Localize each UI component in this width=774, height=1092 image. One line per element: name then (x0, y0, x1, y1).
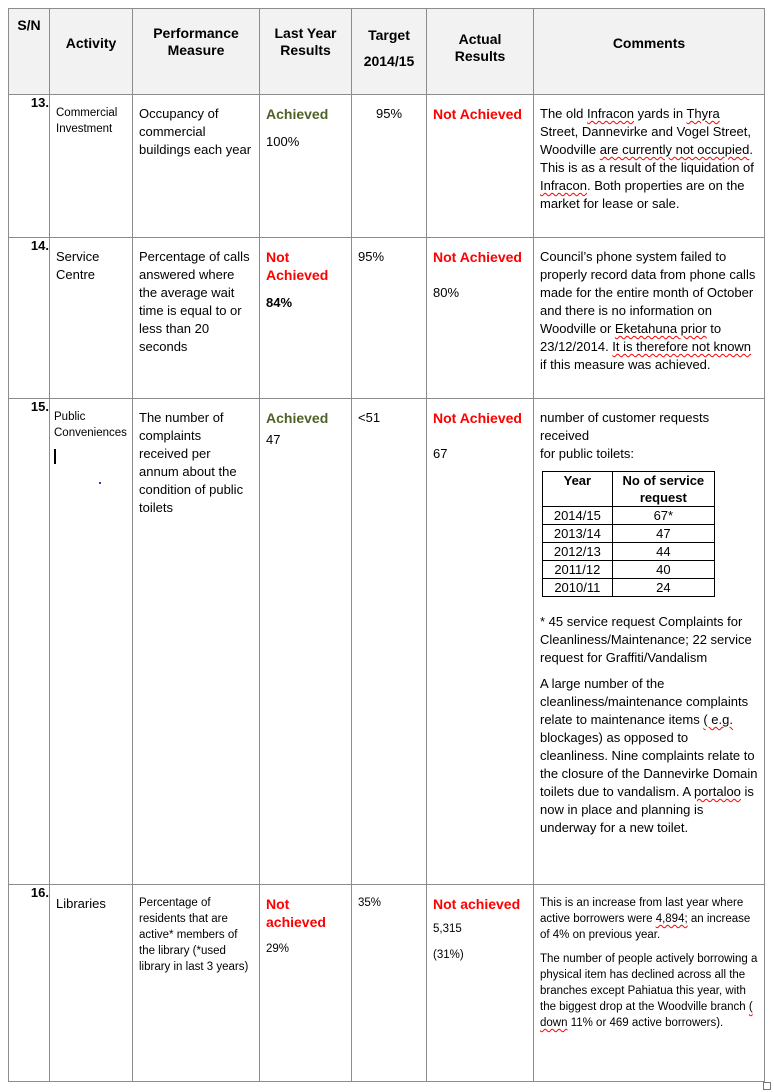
comment-part: Infracon (586, 106, 634, 121)
inner-row (543, 543, 715, 561)
comment-part: . Both properties are on the market for lease or sale. (540, 178, 745, 211)
last-year-cell (260, 885, 352, 1082)
header-comments (534, 9, 765, 95)
measure-text: The number of complaints received per annum about the condition of public toilets (139, 410, 244, 515)
comment-part: Eketahuna prior (614, 321, 707, 336)
last-year-value: 84% (266, 295, 293, 310)
header-row (9, 9, 765, 95)
inner-row (543, 579, 715, 597)
comments-cell (534, 95, 765, 238)
comment-part: portaloo (693, 784, 741, 799)
activity-cell (50, 238, 133, 399)
target-value: 95% (358, 249, 385, 264)
target-value: 35% (358, 897, 382, 909)
inner-row (543, 525, 715, 543)
comment-text (540, 675, 758, 837)
comments-cell (534, 399, 765, 885)
last-year-status: Not achieved (266, 896, 326, 930)
comment-part: ( e.g. (703, 712, 733, 727)
stray-dot (99, 482, 101, 484)
actual-status: Not achieved (433, 896, 521, 912)
target-value: 95% (375, 106, 403, 121)
actual-cell (427, 885, 534, 1082)
last-year-value: 100% (266, 134, 300, 149)
comment-part: Council’s phone system failed to properly record data from phone calls made for the entire month of October and there is no information on Woodville or (540, 249, 756, 336)
header-last-year (260, 9, 352, 95)
inner-row (543, 507, 715, 525)
inner-count: 40 (612, 561, 714, 579)
header-actual-label: Actual Results (454, 31, 506, 64)
comment-part: Thyra (686, 106, 720, 121)
table-row (9, 95, 765, 238)
inner-count: 44 (612, 543, 714, 561)
measure-cell (133, 95, 260, 238)
activity-cell (50, 95, 133, 238)
activity-text: Libraries (56, 896, 106, 911)
comment-part: an increase of 4% on previous year. (540, 913, 751, 941)
comment-part: is now in place and planning is underway for a new toilet. (540, 784, 754, 835)
measure-text: Percentage of residents that are active* members of the library (*used library in last 3 years) (139, 897, 249, 973)
measure-text: Occupancy of commercial buildings each year (139, 106, 252, 157)
comment-part: The number of people actively borrowing a physical item has declined across all the branches except Pahiatua this year, with the biggest drop at the Woodville branch (540, 953, 758, 1013)
header-measure-label: Performance Measure (153, 25, 239, 58)
header-last-year-label: Last Year Results (274, 25, 337, 58)
comment-part: if this measure was achieved. (540, 357, 711, 372)
last-year-value: 47 (266, 432, 281, 447)
header-comments-label: Comments (612, 35, 686, 51)
comment-intro: number of customer requests received for public toilets: (540, 410, 710, 461)
header-measure (133, 9, 260, 95)
comment-part: The old (540, 106, 587, 121)
inner-count: 47 (612, 525, 714, 543)
actual-status: Not Achieved (433, 410, 522, 426)
comment-text (540, 951, 758, 1031)
performance-table (8, 8, 765, 1082)
target-cell (352, 885, 427, 1082)
comment-part: to 23/12/2014. (540, 321, 722, 354)
inner-count: 24 (612, 579, 714, 597)
target-cell (352, 399, 427, 885)
inner-header-row (543, 472, 715, 507)
comment-part: blockages) as opposed to cleanliness. Nine complaints relate to the closure of the Dannevirke Domain toilets due to vandalism. A (540, 730, 758, 799)
inner-year: 2014/15 (543, 507, 613, 525)
activity-text: Service Centre (56, 249, 100, 282)
measure-cell (133, 399, 260, 885)
measure-cell (133, 885, 260, 1082)
inner-year: 2012/13 (543, 543, 613, 561)
header-activity (50, 9, 133, 95)
comment-part: This is an increase from last year where active borrowers were (540, 897, 744, 925)
row-number: 16. (9, 885, 50, 1082)
comment-text (534, 95, 764, 213)
row-number: 14. (9, 238, 50, 399)
comments-cell (534, 238, 765, 399)
activity-text: Commercial Investment (56, 107, 118, 135)
last-year-cell (260, 399, 352, 885)
last-year-status: Achieved (266, 410, 329, 426)
actual-status: Not Achieved (433, 106, 522, 122)
service-requests-table (542, 471, 715, 597)
comment-part: 11% or 469 active borrowers). (567, 1017, 724, 1029)
table-row (9, 399, 765, 885)
last-year-value: 29% (266, 943, 290, 955)
inner-year: 2013/14 (543, 525, 613, 543)
header-sn: S/N (9, 9, 50, 95)
comment-part: Street, Dannevirke and Vogel Street, Woodville (540, 124, 752, 157)
measure-cell (133, 238, 260, 399)
actual-value: 80% (433, 285, 460, 300)
comment-part: 4,894; (655, 913, 688, 925)
actual-value: 5,315 (433, 923, 462, 935)
header-target (352, 9, 427, 95)
table-row (9, 885, 765, 1082)
row-number: 13. (9, 95, 50, 238)
last-year-cell (260, 238, 352, 399)
text-cursor (54, 449, 56, 464)
footnote: * 45 service request Complaints for Cleanliness/Maintenance; 22 service request for Graffiti/Vandalism (540, 614, 752, 665)
header-activity-label: Activity (65, 35, 117, 51)
comment-part: are currently not occupied (599, 142, 750, 157)
resize-handle[interactable] (763, 1082, 771, 1090)
inner-header-count: No of service request (612, 472, 714, 507)
actual-percent: (31%) (433, 949, 464, 961)
actual-value: 67 (433, 446, 448, 461)
last-year-status: Achieved (266, 106, 329, 122)
inner-year: 2010/11 (543, 579, 613, 597)
comment-part: ( down (540, 1001, 753, 1029)
measure-text: Percentage of calls answered where the average wait time is equal to or less than 20 seconds (139, 249, 250, 354)
inner-row (543, 561, 715, 579)
header-actual (427, 9, 534, 95)
header-target-label: Target 2014/15 (363, 27, 415, 69)
row-number: 15. (9, 399, 50, 885)
target-value: <51 (358, 410, 381, 425)
actual-cell (427, 95, 534, 238)
comment-part: It is therefore not known (612, 339, 752, 354)
activity-text: Public Conveniences (54, 411, 127, 439)
comments-cell (534, 885, 765, 1082)
comment-text (540, 895, 758, 943)
comment-part: A large number of the cleanliness/maintenance complaints relate to maintenance items (540, 676, 749, 727)
activity-cell (50, 885, 133, 1082)
actual-cell (427, 399, 534, 885)
table-row (9, 238, 765, 399)
last-year-status: Not Achieved (266, 249, 329, 283)
comment-part: yards in (633, 106, 687, 121)
inner-count: 67* (612, 507, 714, 525)
inner-header-year: Year (543, 472, 613, 507)
activity-cell (50, 399, 133, 885)
comment-part: . This is as a result of the liquidation of (540, 142, 754, 175)
actual-cell (427, 238, 534, 399)
target-cell (352, 95, 427, 238)
target-cell (352, 238, 427, 399)
inner-year: 2011/12 (543, 561, 613, 579)
last-year-cell (260, 95, 352, 238)
comment-text (534, 238, 764, 374)
actual-status: Not Achieved (433, 249, 522, 265)
comment-part: Infracon (540, 178, 587, 193)
